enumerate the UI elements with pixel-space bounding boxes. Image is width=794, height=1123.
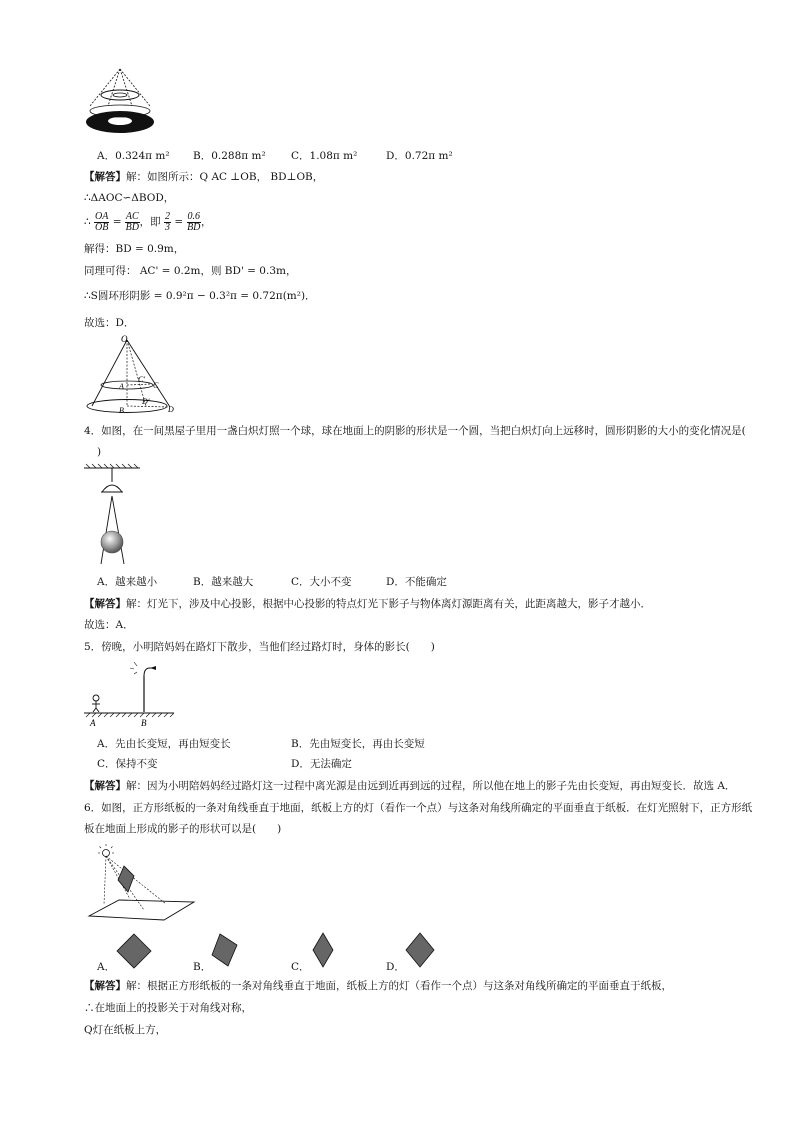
- fraction-2-3: $\frac{2}{3}$: [165, 210, 170, 233]
- q3-option-a: A．0.324π m²: [97, 150, 170, 162]
- q4-option-a: A．越来越小: [97, 576, 158, 588]
- q4-option-c: C．大小不变: [291, 576, 352, 588]
- cone-label-d-prime: D': [142, 397, 150, 406]
- therefore-symbol: ∴: [84, 216, 91, 228]
- q5-option-d: D．无法确定: [291, 758, 352, 770]
- q3-answer-line-4: 同理可得： AC' = 0.2m，则 BD' = 0.3m，: [84, 265, 297, 277]
- q3-option-d: D．0.72π m²: [386, 150, 453, 162]
- connector-text: ，即: [139, 216, 161, 228]
- q4-stem-line-2: ): [97, 446, 102, 458]
- answer-text: 解：因为小明陪妈妈经过路灯这一过程中离光源是由远到近再到远的过程，所以他在地上的影子先由长变短，再由短变长．故选 A．: [126, 780, 736, 792]
- q3-answer-line-5: ∴S圆环形阴影 = 0.9²π − 0.3²π = 0.72π(m²)．: [84, 290, 316, 302]
- answer-text: 解：灯光下，涉及中心投影，根据中心投影的特点灯光下影子与物体离灯源距离有关，此距离越大，影子才越小．: [126, 598, 651, 610]
- equals-sign: =: [112, 216, 122, 228]
- cone-label-c: C: [153, 381, 159, 390]
- option-shape-c: [311, 932, 335, 970]
- comma: ，: [201, 216, 212, 228]
- cone-label-d: D: [168, 405, 174, 414]
- answer-text: 解：如图所示：Q AC ⊥OB， BD⊥OB，: [126, 171, 324, 183]
- q6-option-a-label: A．: [97, 961, 116, 973]
- cone-diagram: [84, 334, 180, 416]
- label-b: B: [141, 718, 147, 728]
- answer-tag: 【解答】: [84, 598, 126, 610]
- lamp-cone-figure: [84, 66, 156, 136]
- cone-label-o: O: [121, 334, 128, 344]
- answer-text: 解：根据正方形纸板的一条对角线垂直于地面，纸板上方的灯（看作一个点）与这条对角线所确定的平面垂直于纸板，: [126, 980, 672, 992]
- option-shape-a: [116, 933, 152, 971]
- answer-tag: 【解答】: [84, 171, 126, 183]
- q6-answer-line-2: ∴在地面上的投影关于对角线对称，: [84, 1002, 252, 1014]
- q5-answer-line: [84, 779, 735, 793]
- q6-option-d-label: D．: [386, 961, 405, 973]
- cone-label-a: A: [119, 382, 124, 391]
- q5-stem: 5．傍晚，小明陪妈妈在路灯下散步，当他们经过路灯时，身体的影长( ): [84, 641, 435, 653]
- fraction-06-bd: $\frac{0.6}{BD}$: [187, 210, 201, 233]
- q6-option-c-label: C．: [291, 961, 310, 973]
- q5-option-b: B．先由短变长，再由长变短: [291, 738, 425, 750]
- square-board-figure: [84, 844, 196, 922]
- q4-option-d: D．不能确定: [386, 576, 447, 588]
- q5-option-a: A．先由长变短，再由短变长: [97, 738, 231, 750]
- streetlight-figure: [84, 660, 176, 728]
- q4-stem-line-1: 4．如图，在一间黑屋子里用一盏白炽灯照一个球，球在地面上的阴影的形状是一个圆，当把白炽灯向上远移时，圆形阴影的大小的变化情况是(: [84, 425, 746, 437]
- q3-option-c: C．1.08π m²: [291, 150, 358, 162]
- q4-option-b: B．越来越大: [193, 576, 254, 588]
- q6-stem-line-1: 6．如图，正方形纸板的一条对角线垂直于地面，纸板上方的灯（看作一个点）与这条对角线所确定的平面垂直于纸板．在灯光照射下，正方形纸: [84, 802, 753, 814]
- q6-answer-line-3: Q灯在纸板上方，: [84, 1024, 167, 1036]
- lamp-ball-figure: [84, 464, 142, 568]
- option-shape-d: [404, 932, 436, 970]
- answer-tag: 【解答】: [84, 980, 126, 992]
- q6-answer-line-1: [84, 979, 672, 993]
- cone-label-b: B: [119, 406, 124, 415]
- answer-tag: 【解答】: [84, 780, 126, 792]
- q3-fraction-line: [84, 209, 212, 235]
- q3-answer-line-1: [84, 170, 323, 184]
- fraction-oa-ob: $\frac{OA}{OB}$: [95, 210, 109, 233]
- option-shape-b: [210, 933, 240, 969]
- q3-answer-line-2: ∴ΔAOC∽ΔBOD，: [84, 192, 175, 204]
- q6-option-b-label: B．: [193, 961, 212, 973]
- fraction-ac-bd: $\frac{AC}{BD}$: [125, 210, 139, 233]
- q3-option-b: B．0.288π m²: [193, 150, 266, 162]
- q3-answer-line-6: 故选：D．: [84, 317, 135, 329]
- label-a: A: [90, 718, 96, 728]
- q3-answer-line-3: 解得：BD = 0.9m，: [84, 243, 185, 255]
- q6-stem-line-2: 板在地面上形成的影子的形状可以是( ): [84, 823, 282, 835]
- q4-answer-line: [84, 597, 651, 611]
- q5-option-c: C．保持不变: [97, 758, 158, 770]
- cone-label-c-prime: C': [138, 375, 146, 384]
- q4-result: 故选：A．: [84, 619, 134, 631]
- equals-sign: =: [174, 216, 184, 228]
